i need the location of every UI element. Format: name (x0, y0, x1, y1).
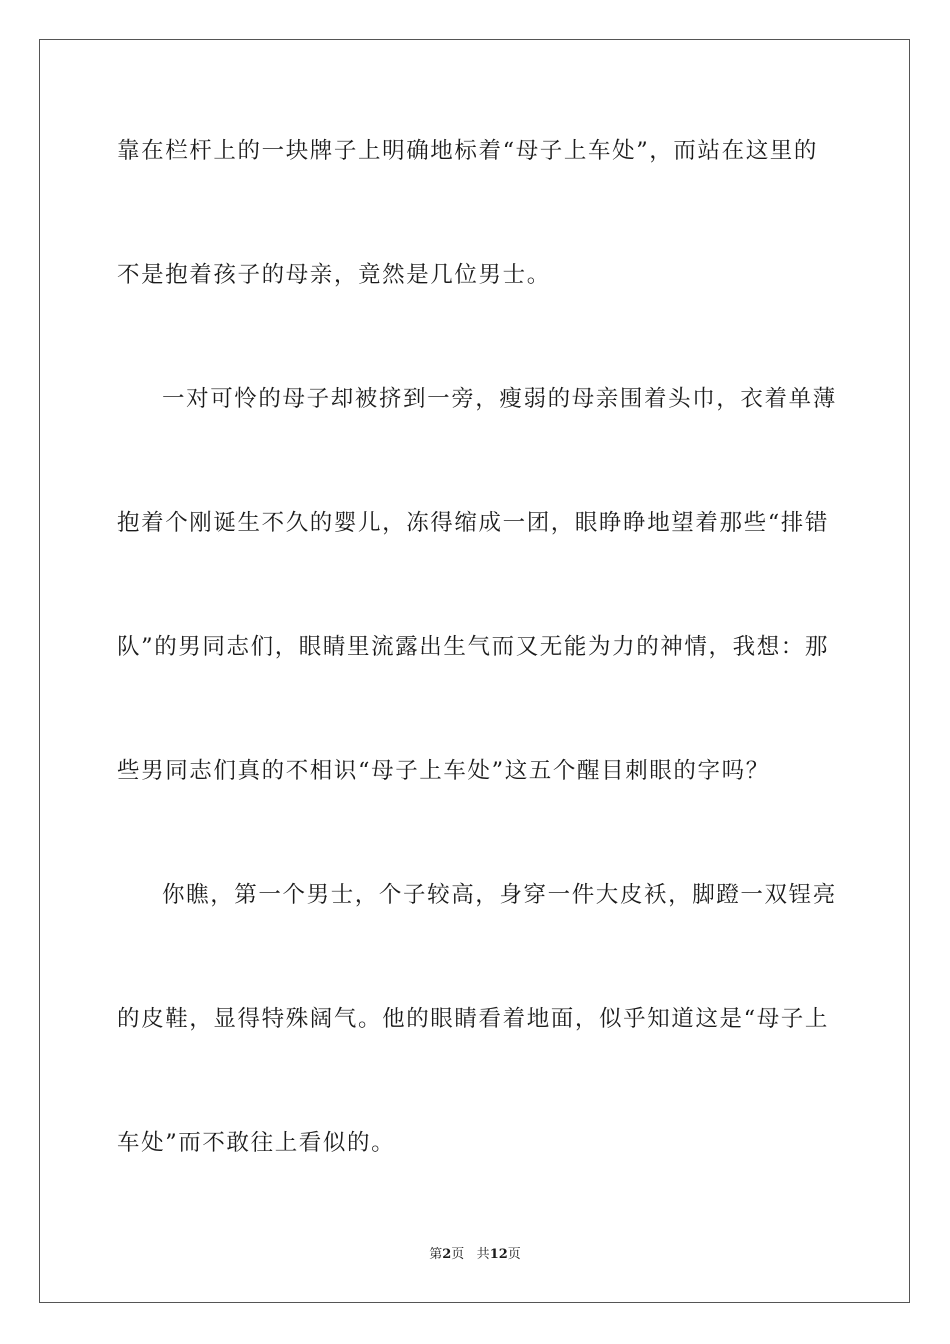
body-line-2: 不是抱着孩子的母亲，竟然是几位男士。 (117, 262, 551, 288)
paragraph-3-line-3: 车处”而不敢往上看似的。 (117, 1130, 396, 1156)
paragraph-2-line-4: 些男同志们真的不相识“母子上车处”这五个醒目刺眼的字吗？ (117, 758, 770, 784)
footer-total-suffix: 页 (507, 1247, 521, 1262)
page-footer (0, 1246, 950, 1264)
paragraph-2-line-3: 队”的男同志们，眼睛里流露出生气而又无能为力的神情，我想：那 (117, 634, 830, 660)
paragraph-3-line-2: 的皮鞋，显得特殊阔气。他的眼睛看着地面，似乎知道这是“母子上 (117, 1006, 830, 1032)
footer-page-current: 2 (442, 1247, 452, 1262)
footer-page-total: 12 (489, 1247, 508, 1262)
footer-page-suffix: 页 (451, 1247, 465, 1262)
page-frame (39, 39, 910, 1303)
footer-page-prefix: 第 (429, 1247, 443, 1262)
body-line-1: 靠在栏杆上的一块牌子上明确地标着“母子上车处”，而站在这里的 (117, 138, 819, 164)
footer-total-prefix: 共 (476, 1247, 490, 1262)
paragraph-2-line-1: 一对可怜的母子却被挤到一旁，瘦弱的母亲围着头巾，衣着单薄 (162, 386, 837, 412)
paragraph-3-line-1: 你瞧，第一个男士，个子较高，身穿一件大皮袄，脚蹬一双锃亮 (162, 882, 837, 908)
paragraph-2-line-2: 抱着个刚诞生不久的婴儿，冻得缩成一团，眼睁睁地望着那些“排错 (117, 510, 830, 536)
